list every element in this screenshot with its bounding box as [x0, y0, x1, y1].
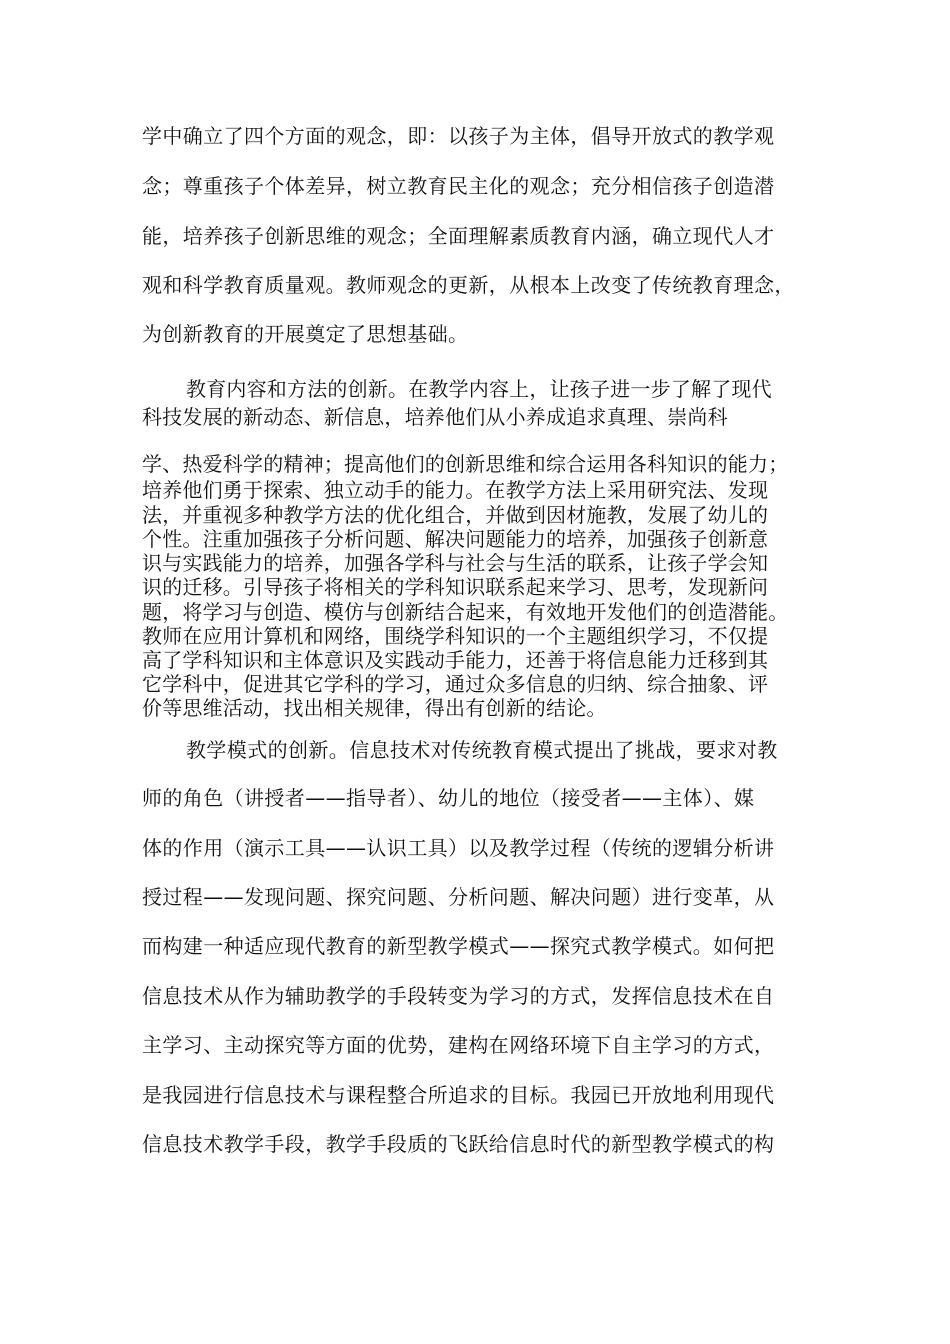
- paragraph-2-line-3: 学、热爱科学的精神；提高他们的创新思维和综合运用各科知识的能力；: [142, 452, 789, 476]
- paragraph-1-line-1: 学中确立了四个方面的观念，即：以孩子为主体，倡导开放式的教学观: [142, 124, 775, 148]
- paragraph-3-line-7: 主学习、主动探究等方面的优势，建构在网络环境下自主学习的方式，: [142, 1033, 775, 1057]
- paragraph-2-line-10: 教师在应用计算机和网络，围绕学科知识的一个主题组织学习，不仅提: [142, 624, 769, 648]
- paragraph-3-line-6: 信息技术从作为辅助教学的手段转变为学习的方式，发挥信息技术在自: [142, 984, 775, 1008]
- paragraph-1-line-5: 为创新教育的开展奠定了思想基础。: [142, 322, 469, 346]
- paragraph-1-line-2: 念；尊重孩子个体差异，树立教育民主化的观念；充分相信孩子创造潜: [142, 174, 775, 198]
- paragraph-2-line-1: 教育内容和方法的创新。在教学内容上，让孩子进一步了解了现代: [186, 377, 772, 401]
- paragraph-1-line-3: 能，培养孩子创新思维的观念；全面理解素质教育内涵，确立现代人才: [142, 224, 775, 248]
- paragraph-2-line-6: 个性。注重加强孩子分析问题、解决问题能力的培养，加强孩子创新意: [142, 527, 769, 551]
- paragraph-2-line-7: 识与实践能力的培养，加强各学科与社会与生活的联系，让孩子学会知: [142, 551, 769, 575]
- paragraph-2-line-9: 题，将学习与创造、模仿与创新结合起来，有效地开发他们的创造潜能。: [142, 600, 789, 624]
- paragraph-2-line-13: 价等思维活动，找出相关规律，得出有创新的结论。: [142, 696, 607, 720]
- paragraph-3-line-1: 教学模式的创新。信息技术对传统教育模式提出了挑战，要求对教: [186, 738, 778, 762]
- paragraph-1-line-4: 观和科学教育质量观。教师观念的更新，从根本上改变了传统教育理念，: [142, 273, 795, 297]
- paragraph-2-line-11: 高了学科知识和主体意识及实践动手能力，还善于将信息能力迁移到其: [142, 648, 769, 672]
- paragraph-2-line-2: 科技发展的新动态、新信息，培养他们从小养成追求真理、崇尚科: [142, 405, 728, 429]
- paragraph-3-line-5: 而构建一种适应现代教育的新型教学模式——探究式教学模式。如何把: [142, 934, 775, 958]
- paragraph-3-line-9: 信息技术教学手段，教学手段质的飞跃给信息时代的新型教学模式的构: [142, 1132, 775, 1156]
- paragraph-2-line-5: 法，并重视多种教学方法的优化组合，并做到因材施教，发展了幼儿的: [142, 503, 769, 527]
- paragraph-3-line-4: 授过程——发现问题、探究问题、分析问题、解决问题）进行变革，从: [142, 885, 775, 909]
- paragraph-3-line-8: 是我园进行信息技术与课程整合所追求的目标。我园已开放地利用现代: [142, 1083, 775, 1107]
- paragraph-2-line-12: 它学科中，促进其它学科的学习，通过众多信息的归纳、综合抽象、评: [142, 672, 769, 696]
- paragraph-2-line-8: 识的迁移。引导孩子将相关的学科知识联系起来学习、思考，发现新问: [142, 575, 769, 599]
- paragraph-3-line-2: 师的角色（讲授者——指导者）、幼儿的地位（接受者——主体）、媒: [142, 786, 755, 810]
- paragraph-3-line-3: 体的作用（演示工具——认识工具）以及教学过程（传统的逻辑分析讲: [142, 836, 775, 860]
- paragraph-2-line-4: 培养他们勇于探索、独立动手的能力。在教学方法上采用研究法、发现: [142, 478, 769, 502]
